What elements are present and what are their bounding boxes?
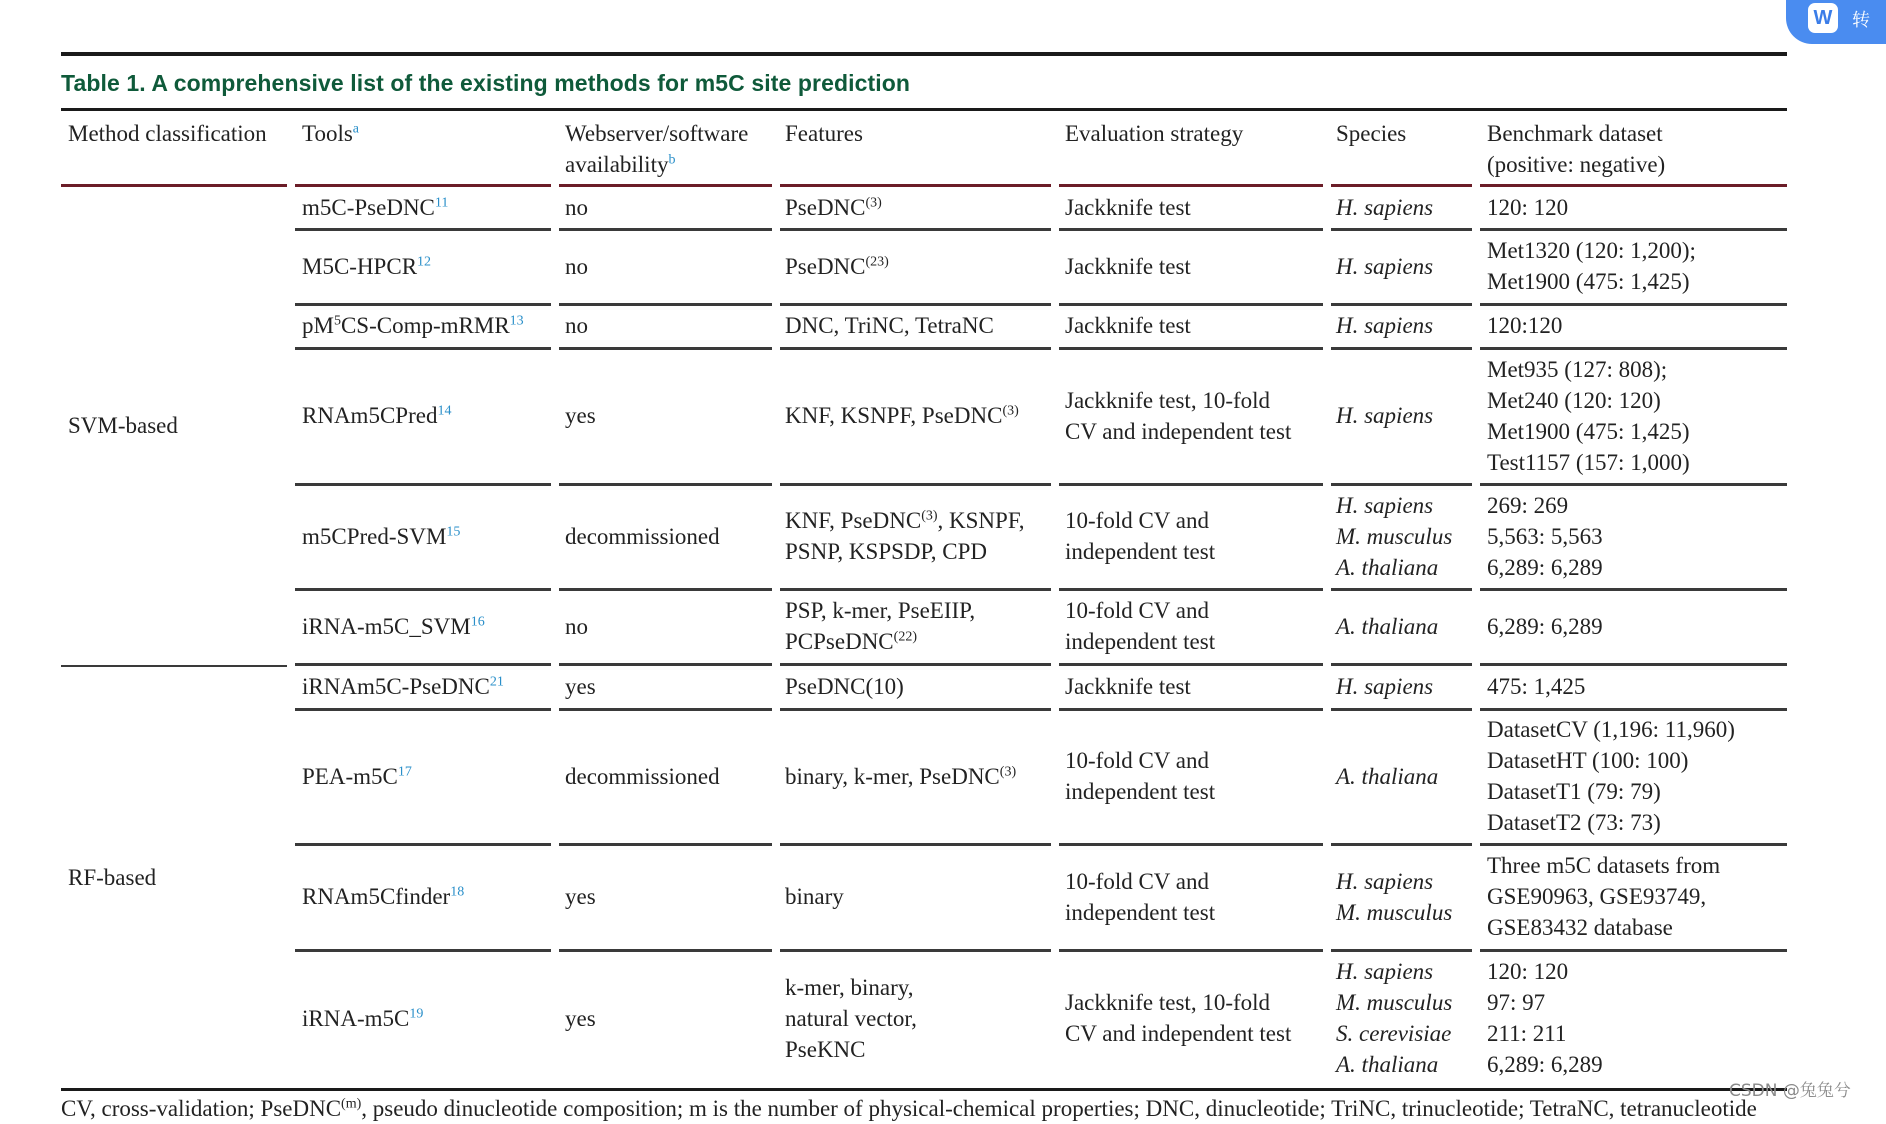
species-name: H. sapiens [1336, 868, 1434, 894]
evaluation-strategy-value [1065, 665, 1191, 707]
feature-superscript: (23) [865, 253, 889, 269]
benchmark-line: DatasetCV (1,196: 11,960) [1487, 717, 1735, 742]
benchmark-line: 120: 120 [1487, 959, 1569, 984]
species-name: A. thaliana [1336, 613, 1439, 639]
benchmark-dataset-value [1487, 187, 1568, 227]
availability-text: yes [565, 884, 596, 909]
availability-text: yes [565, 403, 596, 428]
species-name: H. sapiens [1336, 194, 1434, 220]
tool-name [302, 305, 524, 346]
benchmark-line: DatasetT1 (79: 79) [1487, 779, 1661, 804]
species-name: M. musculus [1336, 990, 1453, 1015]
feature-text: PSP, k-mer, PseEIIP, [785, 598, 976, 623]
benchmark-dataset-value [1487, 951, 1603, 1085]
feature-text: PseDNC(10) [785, 673, 904, 699]
evaluation-strategy-value [1065, 485, 1215, 587]
evaluation-line: independent test [1065, 779, 1216, 804]
table-footnote: CV, cross-validation; PseDNC$^{(m)}$, pseudo dinucleotide composition; m is the number of physical-chemical properties; DNC, dinucleotide; TriNC, trinucleotide; TetraNC, tetranucleotide [61, 1096, 1757, 1121]
evaluation-strategy-value [1065, 305, 1191, 346]
evaluation-line: 10-fold CV and [1065, 748, 1209, 773]
reference-citation: 19 [409, 1005, 424, 1021]
species-value [1336, 951, 1452, 1085]
benchmark-line: 6,289: 6,289 [1487, 554, 1603, 580]
header-availability: Webserver/software availability$^b$ [565, 121, 749, 177]
benchmark-line: 5,563: 5,563 [1487, 523, 1603, 549]
availability-text: decommissioned [565, 763, 720, 789]
tool-name-text: RNAm5CPred [302, 403, 438, 428]
feature-text: KNF, KSNPF, PseDNC [785, 403, 1003, 428]
evaluation-line: independent test [1065, 899, 1216, 925]
benchmark-line: 211: 211 [1487, 1021, 1567, 1046]
feature-superscript: (3) [921, 508, 938, 524]
header-evaluation-strategy: Evaluation strategy [1065, 121, 1244, 146]
benchmark-line: Three m5C datasets from [1487, 853, 1721, 878]
evaluation-line: independent test [1065, 629, 1216, 654]
availability-value [565, 349, 596, 482]
header-rule-segment [61, 184, 287, 187]
feature-text: PSNP, KSPSDP, CPD [785, 539, 988, 564]
row-separator-rule [559, 303, 772, 306]
tool-name-superscript: 5 [333, 313, 341, 329]
header-species: Species [1336, 121, 1407, 146]
benchmark-line: Met1900 (475: 1,425) [1487, 269, 1690, 294]
evaluation-strategy-value [1065, 230, 1191, 302]
availability-value [565, 305, 588, 346]
tool-name-text: m5CPred-SVM [302, 523, 447, 549]
benchmark-line: DatasetT2 (73: 73) [1487, 810, 1661, 835]
reference-citation: 16 [470, 613, 485, 629]
evaluation-strategy-value [1065, 845, 1215, 948]
benchmark-dataset-value [1487, 845, 1720, 948]
features-value [785, 845, 844, 948]
reference-citation: 13 [509, 313, 524, 329]
species-name: H. sapiens [1336, 673, 1434, 699]
species-value [1336, 305, 1433, 346]
group-label-svm-based: SVM-based [68, 413, 178, 438]
table-title: Table 1. A comprehensive list of the existing methods for m5C site prediction [61, 70, 911, 96]
tool-name [302, 349, 451, 482]
row-separator-rule [559, 228, 772, 231]
feature-text: PseDNC [785, 194, 866, 220]
benchmark-line: Met1320 (120: 1,200); [1487, 238, 1696, 263]
species-value [1336, 187, 1433, 227]
feature-superscript: (3) [999, 763, 1017, 779]
benchmark-line: 120:120 [1487, 313, 1563, 338]
feature-superscript: (22) [893, 629, 917, 645]
species-value [1336, 230, 1433, 302]
tool-name [302, 590, 485, 662]
species-name: A. thaliana [1336, 763, 1439, 789]
benchmark-line: GSE83432 database [1487, 915, 1673, 940]
table-bottom-rule [61, 1088, 1787, 1091]
availability-value [565, 845, 596, 948]
header-method-classification: Method classification [68, 121, 267, 146]
benchmark-line: Met935 (127: 808); [1487, 356, 1668, 382]
feature-text: binary, k-mer, PseDNC [785, 763, 1000, 789]
feature-text: PCPseDNC [785, 629, 894, 654]
row-separator-rule [559, 588, 772, 591]
availability-value [565, 951, 596, 1085]
availability-value [565, 665, 596, 707]
benchmark-line: GSE90963, GSE93749, [1487, 884, 1707, 909]
availability-text: yes [565, 1005, 596, 1031]
feature-text: natural vector, [785, 1005, 917, 1031]
tool-name [302, 845, 464, 948]
header-tools: Tools$^a$ [302, 121, 360, 146]
species-value [1336, 845, 1452, 948]
reference-citation: 18 [450, 884, 465, 900]
evaluation-line: Jackknife test, 10-fold [1065, 387, 1271, 413]
tool-name [302, 485, 460, 587]
species-name: H. sapiens [1336, 959, 1434, 984]
availability-text: no [565, 253, 588, 279]
tool-name-text: PEA-m5C [302, 763, 398, 789]
features-value [785, 485, 1025, 587]
benchmark-line: 6,289: 6,289 [1487, 613, 1603, 639]
evaluation-line: Jackknife test [1065, 673, 1191, 699]
benchmark-line: 6,289: 6,289 [1487, 1052, 1603, 1077]
evaluation-line: Jackknife test, 10-fold [1065, 990, 1271, 1015]
benchmark-dataset-value [1487, 305, 1562, 346]
evaluation-strategy-value [1065, 349, 1291, 482]
evaluation-strategy-value [1065, 951, 1291, 1085]
table-top-rule [61, 52, 1787, 56]
evaluation-line: Jackknife test [1065, 253, 1191, 279]
evaluation-line: independent test [1065, 539, 1216, 564]
availability-value [565, 187, 588, 227]
feature-text: binary [785, 884, 844, 909]
wps-word-icon[interactable]: W [1808, 3, 1838, 33]
availability-text: no [565, 313, 588, 338]
evaluation-line: 10-fold CV and [1065, 868, 1209, 894]
species-name: H. sapiens [1336, 403, 1434, 428]
tool-name [302, 710, 412, 842]
species-name: S. cerevisiae [1336, 1021, 1452, 1046]
evaluation-line: Jackknife test [1065, 194, 1191, 220]
benchmark-line: 120: 120 [1487, 194, 1569, 220]
species-name: A. thaliana [1336, 554, 1439, 580]
features-value [785, 187, 882, 227]
benchmark-dataset-value [1487, 590, 1603, 662]
availability-value [565, 485, 720, 587]
tool-name-text: iRNAm5C-PseDNC [302, 673, 490, 699]
tool-name [302, 665, 504, 707]
evaluation-line: CV and independent test [1065, 1021, 1292, 1046]
availability-text: no [565, 613, 588, 639]
reference-citation: 21 [489, 673, 504, 689]
benchmark-line: Met240 (120: 120) [1487, 387, 1661, 413]
species-name: H. sapiens [1336, 313, 1434, 338]
feature-text-tail: , KSNPF, [937, 508, 1025, 533]
tool-name-text: iRNA-m5C_SVM [302, 613, 471, 639]
feature-text: k-mer, binary, [785, 974, 914, 1000]
benchmark-dataset-value [1487, 665, 1585, 707]
reference-citation: 15 [446, 523, 461, 539]
header-rule-segment [559, 184, 772, 187]
species-value [1336, 485, 1452, 587]
feature-text: PseDNC [785, 253, 866, 279]
benchmark-line: DatasetHT (100: 100) [1487, 748, 1689, 773]
csdn-watermark: CSDN @兔兔兮 [1729, 1081, 1851, 1101]
benchmark-line: 269: 269 [1487, 492, 1569, 518]
availability-text: no [565, 194, 588, 220]
species-value [1336, 349, 1433, 482]
tool-name [302, 230, 431, 302]
feature-text: PseKNC [785, 1036, 866, 1062]
tool-name-text: CS-Comp-mRMR [340, 313, 510, 338]
reference-citation: 14 [437, 403, 452, 419]
header-features: Features [785, 121, 863, 146]
species-value [1336, 590, 1438, 662]
tool-name-text: m5C-PseDNC [302, 194, 435, 220]
group-label-rf-based: RF-based [68, 865, 157, 890]
benchmark-line: Met1900 (475: 1,425) [1487, 418, 1690, 444]
evaluation-line: 10-fold CV and [1065, 598, 1209, 623]
species-name: H. sapiens [1336, 492, 1434, 518]
evaluation-strategy-value [1065, 187, 1191, 227]
species-value [1336, 665, 1433, 707]
table-title-rule [61, 108, 1787, 111]
features-value [785, 951, 917, 1085]
reference-citation: 11 [434, 194, 449, 210]
availability-text: yes [565, 673, 596, 699]
benchmark-line: 475: 1,425 [1487, 673, 1586, 699]
feature-superscript: (3) [1002, 403, 1019, 419]
availability-text: decommissioned [565, 523, 720, 549]
species-name: M. musculus [1336, 899, 1453, 925]
features-value [785, 710, 1016, 842]
feature-superscript: (3) [865, 194, 882, 210]
wps-convert-label[interactable]: 转 [1852, 10, 1870, 31]
group-separator-rule [61, 665, 287, 667]
tool-name [302, 187, 448, 227]
tool-name-text: RNAm5Cfinder [302, 884, 451, 909]
evaluation-line: CV and independent test [1065, 418, 1292, 444]
feature-text: KNF, PseDNC [785, 508, 922, 533]
benchmark-line: Test1157 (157: 1,000) [1487, 449, 1690, 475]
benchmark-dataset-value [1487, 485, 1603, 587]
features-value [785, 665, 904, 707]
availability-value [565, 710, 720, 842]
availability-value [565, 230, 588, 302]
header-benchmark-dataset: Benchmark dataset (positive: negative) [1487, 121, 1666, 177]
features-value [785, 305, 994, 346]
features-value [785, 590, 975, 662]
reference-citation: 12 [417, 253, 432, 269]
benchmark-dataset-value [1487, 710, 1735, 842]
benchmark-dataset-value [1487, 230, 1696, 302]
evaluation-line: Jackknife test [1065, 313, 1191, 338]
species-value [1336, 710, 1438, 842]
features-value [785, 230, 889, 302]
tool-name-prefix: pM [302, 313, 334, 338]
species-name: H. sapiens [1336, 253, 1434, 279]
species-name: A. thaliana [1336, 1052, 1439, 1077]
tool-name-text: iRNA-m5C [302, 1005, 410, 1031]
benchmark-line: 97: 97 [1487, 990, 1546, 1015]
benchmark-dataset-value [1487, 349, 1690, 482]
tool-name [302, 951, 423, 1085]
species-name: M. musculus [1336, 523, 1453, 549]
evaluation-strategy-value [1065, 710, 1215, 842]
reference-citation: 17 [397, 763, 412, 779]
features-value [785, 349, 1019, 482]
availability-value [565, 590, 588, 662]
evaluation-line: 10-fold CV and [1065, 508, 1209, 533]
feature-text: DNC, TriNC, TetraNC [785, 313, 994, 338]
evaluation-strategy-value [1065, 590, 1215, 662]
tool-name-text: M5C-HPCR [302, 253, 418, 279]
